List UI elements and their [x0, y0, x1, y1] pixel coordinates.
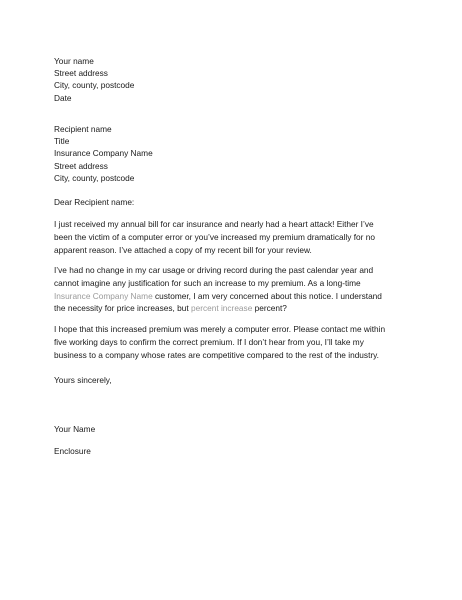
body-paragraph-1	[54, 218, 424, 256]
enclosure	[54, 445, 91, 457]
paragraph-line: apparent reason. I’ve attached a copy of my recent bill for your review.	[54, 244, 312, 255]
paragraph-line: I just received my annual bill for car insurance and nearly had a heart attack! Either I’ve	[54, 219, 374, 229]
paragraph-line: business to a company whose rates are competitive compared to the rest of the industry.	[54, 349, 379, 360]
sender-name: Your name	[54, 56, 94, 66]
letter-date: Date	[54, 92, 72, 103]
salutation-text: Dear Recipient name:	[54, 197, 135, 207]
closing-text: Yours sincerely,	[54, 375, 112, 385]
paragraph-line: I’ve had no change in my car usage or driving record during the past calendar year and	[54, 265, 374, 275]
paragraph-line: I hope that this increased premium was merely a computer error. Please contact me within	[54, 324, 386, 334]
recipient-city: City, county, postcode	[54, 172, 135, 183]
paragraph-text: customer, I am very concerned about this notice. I understand	[152, 290, 382, 301]
salutation	[54, 196, 134, 208]
paragraph-line	[54, 290, 424, 303]
paragraph-text: the necessity for price increases, but	[54, 303, 191, 314]
paragraph-line: five working days to confirm the correct premium. If I don’t hear from you, I’ll take my	[54, 336, 364, 347]
signature-name: Your Name	[54, 424, 96, 434]
signature	[54, 423, 95, 435]
recipient-name: Recipient name	[54, 124, 112, 134]
sender-street: Street address	[54, 68, 108, 79]
recipient-address-block	[54, 123, 153, 184]
percent-increase-placeholder: percent increase	[190, 303, 253, 314]
body-paragraph-2	[54, 264, 424, 315]
company-name-placeholder: Insurance Company Name	[54, 290, 153, 301]
enclosure-text: Enclosure	[54, 446, 91, 456]
closing	[54, 374, 112, 386]
sender-city: City, county, postcode	[54, 80, 135, 91]
sender-address-block	[54, 55, 134, 104]
paragraph-line: been the victim of a computer error or you’ve increased my premium dramatically for no	[54, 231, 375, 242]
recipient-street: Street address	[54, 160, 108, 171]
paragraph-line	[54, 302, 424, 315]
paragraph-line: cannot imagine any justification for such an increase to my premium. As a long-time	[54, 277, 361, 288]
recipient-title: Title	[54, 136, 70, 147]
paragraph-text: percent?	[252, 303, 287, 314]
recipient-company: Insurance Company Name	[54, 148, 153, 159]
body-paragraph-3	[54, 323, 424, 361]
